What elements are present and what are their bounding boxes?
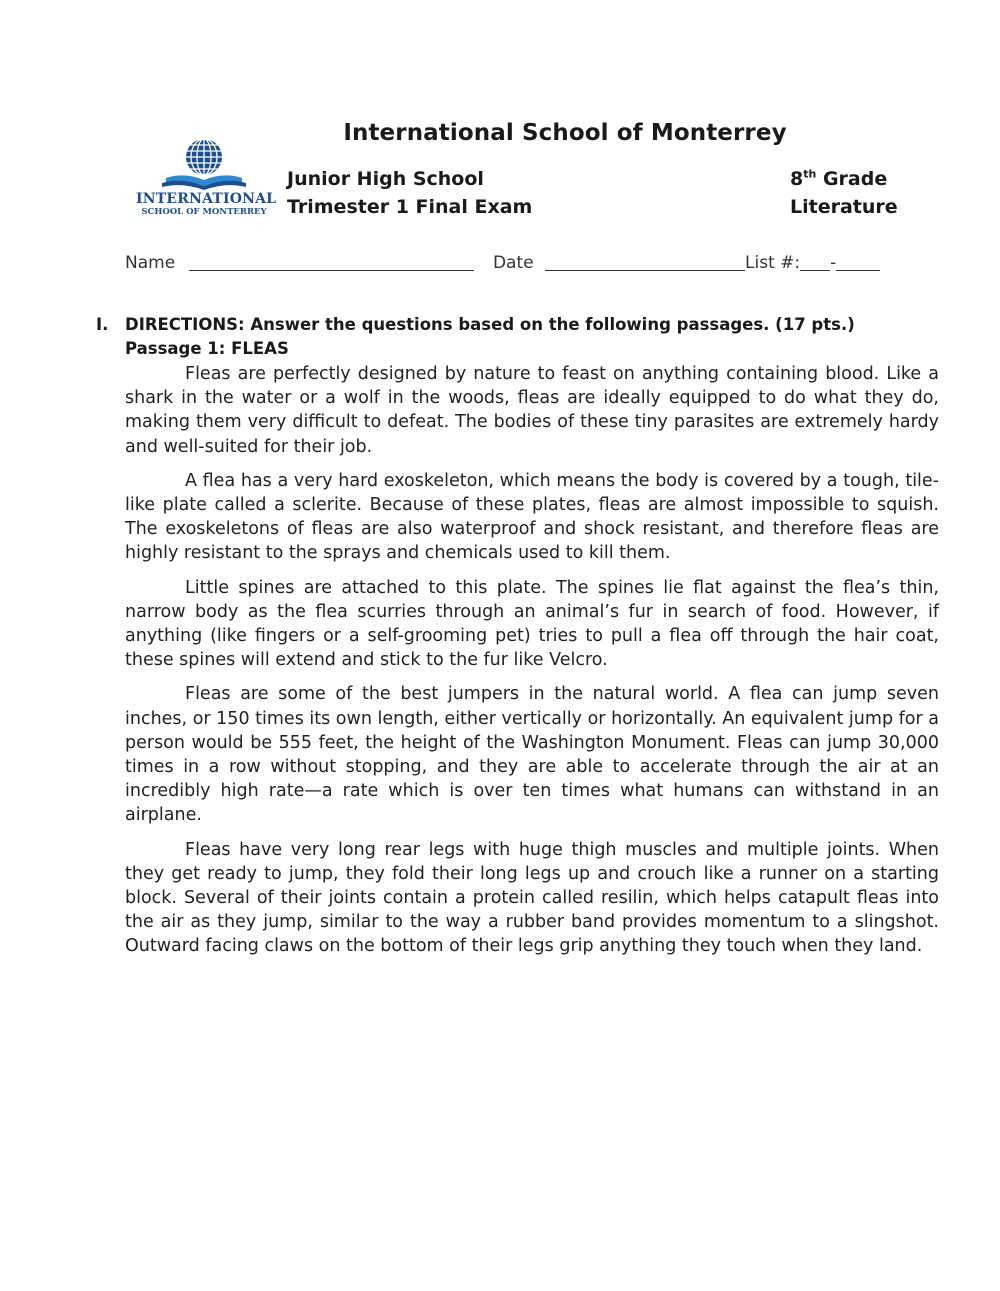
- grade-number: 8: [790, 168, 804, 190]
- passage-paragraph: A flea has a very hard exoskeleton, which means the body is covered by a tough, tile-like plate called a sclerite. Because of these plates, fleas are almost impossible to squish. The exoskeletons of fleas are also waterproof and shock resistant, and therefore fleas are highly resistant to the sprays and chemicals used to kill them.: [125, 470, 939, 564]
- school-title: International School of Monterrey: [343, 120, 787, 146]
- section-number: I.: [96, 315, 109, 334]
- list-number-field-1[interactable]: [800, 253, 830, 271]
- grade-suffix: th: [803, 167, 817, 181]
- list-number-field-2[interactable]: [836, 253, 880, 271]
- passage-paragraph: Fleas are some of the best jumpers in the natural world. A flea can jump seven inches, or 150 times its own length, either vertically or horizontally. An equivalent jump for a person would be 555 feet, the height of the Washington Monument. Fleas can jump 30,000 times in a row without stopping, and they are able to accelerate through the air at an incredibly high rate—a rate which is over ten times what humans can withstand in an airplane.: [125, 684, 939, 826]
- logo-text-international: INTERNATIONAL: [136, 191, 277, 207]
- grade-word: Grade: [822, 168, 888, 190]
- subject-label: Literature: [790, 196, 898, 218]
- passage-body: [125, 362, 939, 969]
- passage-paragraph: Fleas have very long rear legs with huge thigh muscles and multiple joints. When they get ready to jump, they fold their long legs up and crouch like a runner on a starting block. Several of their joints contain a protein called resilin, which helps catapult fleas into the air as they jump, similar to the way a rubber band provides momentum to a slingshot. Outward facing claws on the bottom of their legs grip anything they touch when they land.: [125, 839, 939, 957]
- list-separator: -: [830, 253, 837, 273]
- passage-title: Passage 1: FLEAS: [125, 339, 289, 358]
- list-label: List #:: [745, 253, 801, 273]
- name-label: Name: [125, 253, 176, 273]
- name-field[interactable]: [189, 253, 474, 271]
- passage-paragraph: Fleas are perfectly designed by nature to feast on anything containing blood. Like a shark in the water or a wolf in the woods, fleas are ideally equipped to do what they do, making them very difficult to defeat. The bodies of these tiny parasites are extremely hardy and well-suited for their job.: [125, 364, 939, 457]
- date-field[interactable]: [545, 253, 745, 271]
- date-label: Date: [492, 253, 534, 273]
- student-info-line: [125, 250, 915, 273]
- logo-text-school: SCHOOL OF MONTERREY: [141, 207, 267, 217]
- grade-label: [790, 168, 887, 190]
- school-level: Junior High School: [287, 168, 484, 190]
- directions-heading: DIRECTIONS: Answer the questions based on the following passages. (17 pts.): [125, 315, 855, 334]
- exam-title: Trimester 1 Final Exam: [287, 196, 533, 218]
- passage-paragraph: Little spines are attached to this plate. The spines lie flat against the flea’s thin, narrow body as the flea scurries through an animal’s fur in search of food. However, if anything (like fingers or a self-grooming pet) tries to pull a flea off through the hair coat, these spines will extend and stick to the fur like Velcro.: [125, 577, 939, 671]
